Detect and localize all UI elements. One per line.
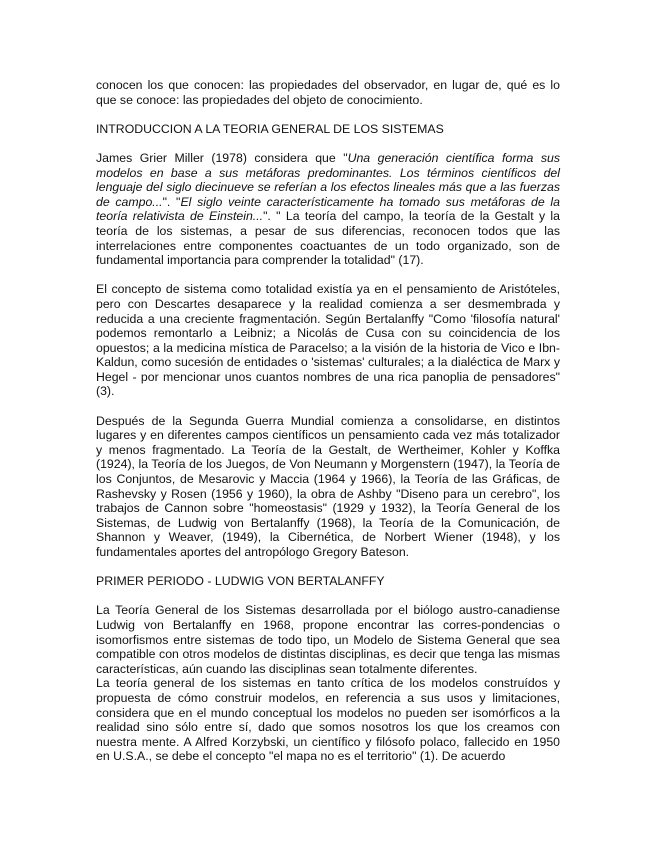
heading-introduccion: INTRODUCCION A LA TEORIA GENERAL DE LOS SISTEMAS <box>96 121 444 136</box>
miller-text-a: James Grier Miller (1978) considera que " <box>96 150 348 165</box>
miller-quote-2: El siglo veinte característicamente ha tomado sus metáforas de la teoría relativista de Einstein... <box>96 194 560 224</box>
paragraph-concepto-sistema: El concepto de sistema como totalidad existía ya en el pensamiento de Aristóteles, pero con Descartes desaparece y la realidad comienza a ser desmembrada y reducida a una creciente fragmentación. Según Bertalanffy "Como 'filosofía natural' podemos remontarlo a Leibniz; a Nicolás de Cusa con su coincidencia de los opuestos; a la medicina mística de Paracelso; a la visión de la historia de Vico e Ibn-Kaldun, como sucesión de entidades o 'sistemas' culturales; a la dialéctica de Marx y Hegel - por mencionar unos cuantos nombres de una rica panoplia de pensadores" (3). <box>96 282 560 399</box>
paragraph-intro: conocen los que conocen: las propiedades del observador, en lugar de, qué es lo que se conoce: las propiedades del objeto de conocimiento. <box>96 78 560 107</box>
heading-primer-periodo: PRIMER PERIODO - LUDWIG VON BERTALANFFY <box>96 574 385 589</box>
paragraph-segunda-guerra: Después de la Segunda Guerra Mundial comienza a consolidarse, en distintos lugares y en diferentes campos científicos un pensamiento cada vez más totalizador y menos fragmentado. La Teoría de la Gestalt, de Wertheimer, Kohler y Koffka (1924), la Teoría de los Juegos, de Von Neumann y Morgenstern (1947), la Teoría de los Conjuntos, de Mesarovic y Maccia (1964 y 1966), la Teoría de las Gráficas, de Rashevsky y Rosen (1956 y 1960), la obra de Ashby "Diseno para un cerebro", los trabajos de Cannon sobre "homeostasis" (1929 y 1932), la Teoría General de los Sistemas, de Ludwig von Bertalanffy (1968), la Teoría de la Comunicación, de Shannon y Weaver, (1949), la Cibernética, de Norbert Wiener (1948), y los fundamentales aportes del antropólogo Gregory Bateson. <box>96 413 560 559</box>
paragraph-tgs-2: La teoría general de los sistemas en tanto crítica de los modelos construídos y propuesta de cómo construir modelos, en referencia a sus usos y limitaciones, considera que en el mundo conceptual los modelos no pueden ser isomórficos a la realidad sino sólo entre sí, dado que somos nosotros los que los creamos con nuestra mente. A Alfred Korzybski, un científico y filósofo polaco, fallecido en 1950 en U.S.A., se debe el concepto "el mapa no es el territorio" (1). De acuerdo <box>96 676 560 764</box>
miller-text-c: ". " <box>162 194 181 209</box>
document-page <box>96 78 560 779</box>
paragraph-tgs-1: La Teoría General de los Sistemas desarrollada por el biólogo austro-canadiense Ludwig von Bertalanffy en 1968, propone encontrar las corres-pondencias o isomorfismos entre sistemas de todo tipo, un Modelo de Sistema General que sea compatible con otros modelos de distintas disciplinas, es decir que tenga las mismas características, aún cuando las disciplinas sean totalmente diferentes. <box>96 603 560 676</box>
miller-quote-1: Una generación científica forma sus modelos en base a sus metáforas predominantes. Los términos científicos del lenguaje del siglo diecinueve se referían a los efectos lineales más que a las fuerzas de campo... <box>96 150 560 209</box>
miller-text-e: ". " La teoría del campo, la teoría de la Gestalt y la teoría de los sistemas, a pesar de sus diferencias, reconocen todos que las interrelaciones entre componentes coactuantes de un todo organizado, son de fundamental importancia para comprender la totalidad" (17). <box>96 209 560 268</box>
paragraph-miller <box>96 151 560 268</box>
